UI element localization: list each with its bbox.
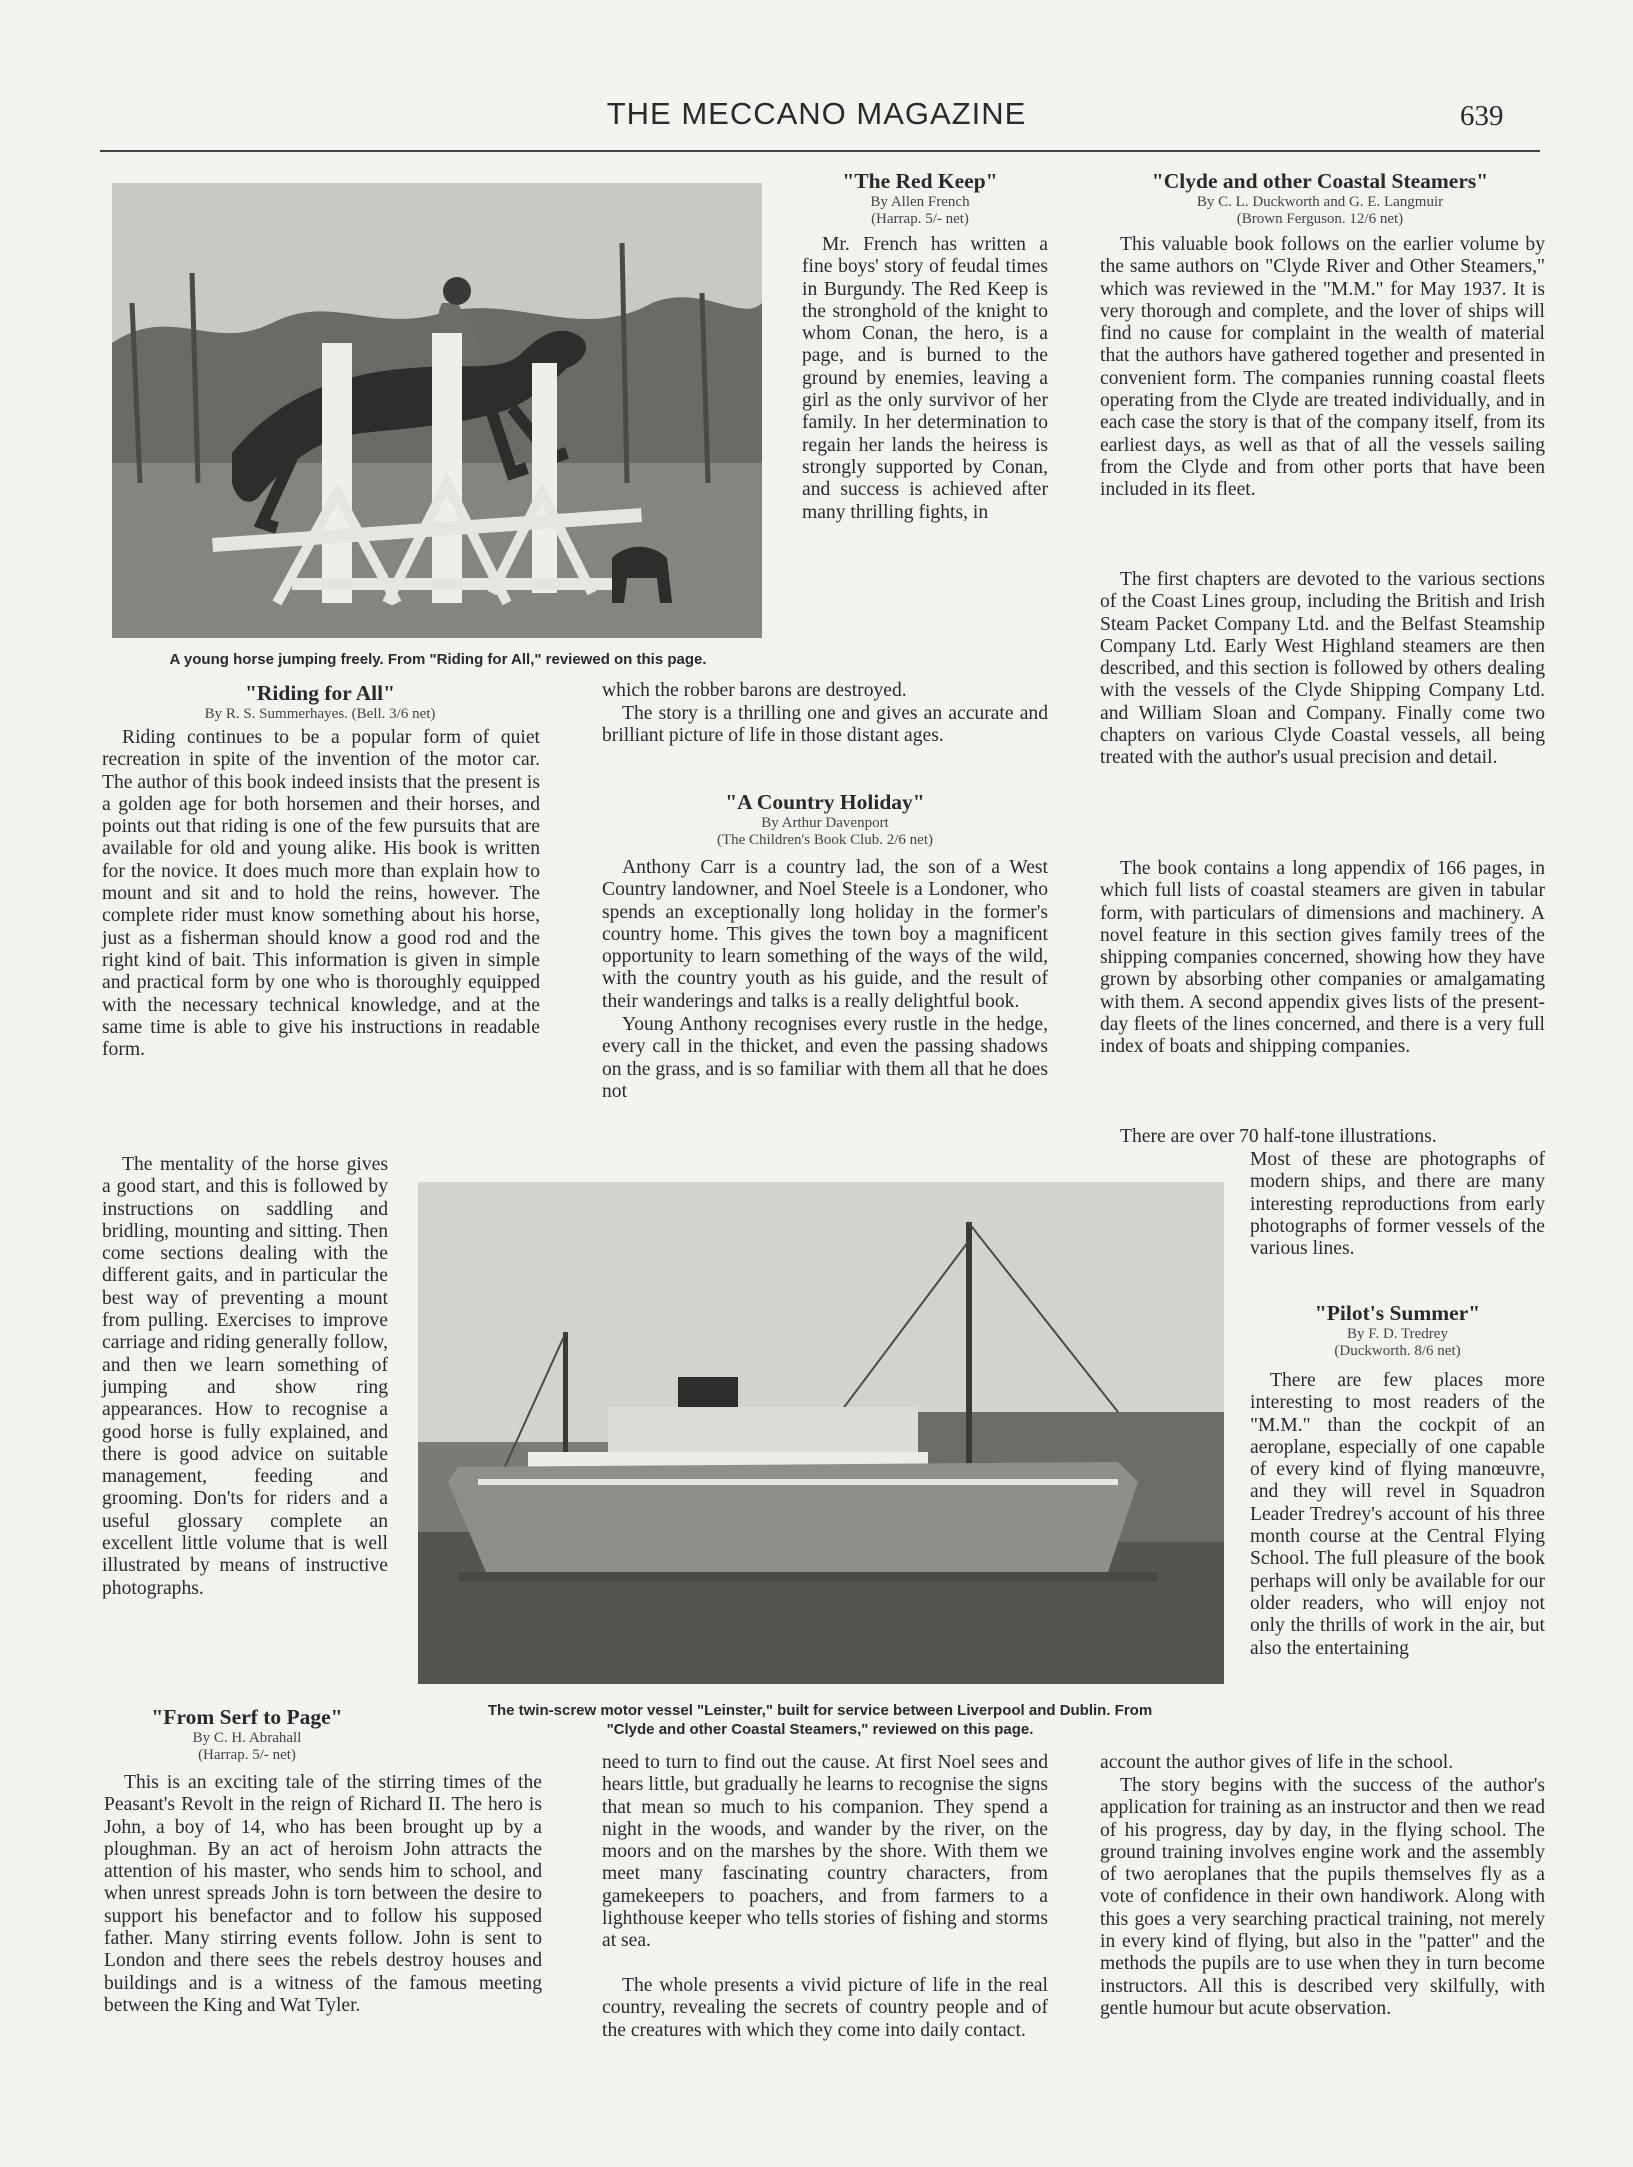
country-title: "A Country Holiday" [725,790,925,814]
country-paragraph-3 [602,1752,1048,1953]
clyde-paragraph-2 [1100,569,1545,770]
horse-photo [112,183,762,638]
clyde-byline-publisher: (Brown Ferguson. 12/6 net) [1236,211,1404,227]
clyde-p2-text: The first chapters are devoted to the various sections of the Coast Lines group, including the British and Irish Steam Packet Company Ltd. and the Belfast Steamship Company Ltd. Early West Highland steamers are then described, and this section is followed by others dealing with the vessels of the Clyde Shipping Company Ltd. and William Sloan and Company. Finally come two chapters on various Clyde Coastal vessels, all being treated with the author's usual precision and detail. [1100,569,1545,769]
pilot-p1-end-text: account the author gives of life in the school. [1100,1752,1454,1773]
country-p3-text: need to turn to find out the cause. At first Noel sees and hears little, but gradually he learns to recognise the signs that mean so much to his companion. They spend a night in the woods, and wander by the river, on the moors and on the marshes by the shore. With them we meet many fascinating country characters, from gamekeepers to poachers, and from farmers to a lighthouse keeper who tells stories of fishing and storms at sea. [602,1752,1048,1952]
pilot-byline-author: By F. D. Tredrey [1347,1326,1448,1342]
redkeep-byline-author: By Allen French [870,194,970,210]
serf-byline-author: By C. H. Abrahall [192,1730,302,1746]
redkeep-title: "The Red Keep" [842,169,998,193]
country-p2-text: Young Anthony recognises every rustle in the hedge, every call in the thicket, and even the passing shadows on the grass, and is so familiar with them all that he does not [602,1014,1048,1102]
pilot-paragraph-2 [1100,1775,1545,2020]
country-p4-text: The whole presents a vivid picture of life in the real country, revealing the secrets of country people and of the creatures with which they come into daily contact. [602,1975,1048,2041]
clyde-p3-text: The book contains a long appendix of 166 pages, in which full lists of coastal steamers are given in tabular form, with particulars of dimensions and machinery. A novel feature in this section gives family trees of the shipping companies concerned, showing how they have grown by absorbing other companies or amalgamating with them. A second appendix gives lists of the present-day fleets of the lines concerned, and there is a very full index of boats and shipping companies. [1100,858,1545,1058]
redkeep-byline-publisher: (Harrap. 5/- net) [871,211,969,227]
redkeep-p2-text: The story is a thrilling one and gives an accurate and brilliant picture of life in those distant ages. [602,703,1048,747]
redkeep-paragraph-1-end [602,680,1048,702]
pilot-p1-text: There are few places more interesting to most readers of the "M.M." than the cockpit of an aeroplane, especially of one capable of every kind of flying manœuvre, and they will revel in Squadron Leader Tredrey's account of his three month course at the Central Flying School. The full pleasure of the book perhaps will only be available for our older readers, who will enjoy not only the thrills of work in the air, but also the entertaining [1250,1370,1545,1659]
clyde-p4a-text: There are over 70 half-tone illustrations. [1120,1126,1437,1147]
riding-p2-text: The mentality of the horse gives a good start, and this is followed by instructions on saddling and bridling, mounting and sitting. Then come sections dealing with the different gaits, and in particular the best way of preventing a mount from pulling. Exercises to improve carriage and riding generally follow, and then we learn something of jumping and show ring appearances. How to recognise a good horse is fully explained, and there is good advice on suitable management, feeding and grooming. Don'ts for riders and a useful glossary complete an excellent little volume that is well illustrated by means of instructive photographs. [102,1154,388,1599]
serf-p1-text: This is an exciting tale of the stirring times of the Peasant's Revolt in the reign of Richard II. The hero is John, a boy of 14, who has been brought up by a ploughman. By an act of heroism John attracts the attention of his master, who sends him to school, and when unrest spreads John is torn between the desire to support his benefactor and to follow his supposed father. Many stirring events follow. John is sent to London and there sees the rebels destroy houses and buildings and is a witness of the famous meeting between the King and Wat Tyler. [104,1772,542,2016]
serf-title: "From Serf to Page" [151,1705,343,1729]
redkeep-paragraph-2 [602,703,1048,748]
page-number: 639 [1460,100,1504,132]
ship-photo [418,1182,1224,1684]
riding-p1-text: Riding continues to be a popular form of quiet recreation in spite of the invention of the motor car. The author of this book indeed insists that the present is a golden age for both horsemen and their horses, and points out that riding is one of the few pursuits that are available for old and young alike. His book is written for the novice. It does much more than explain how to mount and sit and to hold the reins, however. The complete rider must know something about his horse, just as a fisherman should know a good rod and the right kind of bait. This information is given in simple and practical form by one who is thoroughly equipped with the necessary technical knowledge, and at the same time is able to give his instructions in readable form. [102,727,540,1061]
clyde-p1-text: This valuable book follows on the earlier volume by the same authors on "Clyde River and Other Steamers," which was reviewed in the "M.M." for May 1937. It is very thorough and complete, and the lover of ships will find no cause for complaint in the wealth of material that the authors have gathered together and presented in convenient form. The companies running coastal fleets operating from the Clyde are treated individually, and in each case the story is that of the company itself, from its earliest days, as well as that of all the vessels sailing from the Clyde and from other ports that have been included in its fleet. [1100,234,1545,501]
horse-photo-caption: A young horse jumping freely. From "Riding for All," reviewed on this page. [169,651,707,668]
ship-photo-caption-line-2: "Clyde and other Coastal Steamers," reviewed on this page. [606,1721,1034,1738]
redkeep-p1-end-text: which the robber barons are destroyed. [602,680,907,701]
country-paragraph-1 [602,857,1048,1013]
riding-title: "Riding for All" [244,681,396,705]
clyde-title: "Clyde and other Coastal Steamers" [1151,169,1489,193]
pilot-p2-text: The story begins with the success of the author's application for training as an instructor and then we read of his progress, day by day, in the flying school. The ground training involves engine work and the assembly of two aeroplanes that the pupils themselves fly as a vote of confidence in their own handiwork. Along with this goes a very searching practical training, not merely in every kind of flying, but also in the "patter" and the methods the pupils are to use when they in turn become instructors. All this is described very skilfully, with gentle humour but acute observation. [1100,1775,1545,2019]
pilot-paragraph-1-end [1100,1752,1545,1774]
pilot-byline-publisher: (Duckworth. 8/6 net) [1334,1343,1461,1359]
country-byline-publisher: (The Children's Book Club. 2/6 net) [716,832,933,848]
redkeep-p1-text: Mr. French has written a fine boys' story of feudal times in Burgundy. The Red Keep is the stronghold of the knight to whom Conan, the hero, is a page, and is burned to the ground by enemies, leaving a girl as the only survivor of her family. In her determination to regain her lands the heiress is strongly supported by Conan, and success is achieved after many thrilling fights, in [802,234,1048,523]
serf-paragraph [104,1772,542,2017]
serf-byline-publisher: (Harrap. 5/- net) [198,1747,296,1763]
clyde-paragraph-4-continued [1250,1149,1545,1260]
pilot-paragraph-1 [1250,1370,1545,1660]
clyde-p4b-text: Most of these are photographs of modern ships, and there are many interesting reproductions from early photographs of former vessels of the various lines. [1250,1149,1545,1260]
riding-byline: By R. S. Summerhayes. (Bell. 3/6 net) [204,706,436,722]
clyde-paragraph-1 [1100,234,1545,502]
pilot-title: "Pilot's Summer" [1314,1301,1481,1325]
clyde-paragraph-4-start [1100,1126,1545,1148]
country-paragraph-4 [602,1975,1048,2042]
magazine-title: THE MECCANO MAGAZINE [606,96,1027,131]
riding-paragraph-2 [102,1154,388,1600]
clyde-byline-authors: By C. L. Duckworth and G. E. Langmuir [1196,194,1444,210]
redkeep-paragraph-1 [802,234,1048,524]
country-byline-author: By Arthur Davenport [761,815,889,831]
country-p1-text: Anthony Carr is a country lad, the son of a West Country landowner, and Noel Steele is a Londoner, who spends an exceptionally long holiday in the former's country home. This gives the town boy a magnificent opportunity to learn something of the ways of the wild, with the country youth as his guide, and the result of their wanderings and talks is a really delightful book. [602,857,1048,1012]
country-paragraph-2 [602,1014,1048,1103]
ship-photo-caption-line-1: The twin-screw motor vessel "Leinster," built for service between Liverpool and Dublin. From [487,1702,1153,1719]
clyde-paragraph-3 [1100,858,1545,1059]
riding-paragraph-1 [102,727,540,1061]
header-rule [100,150,1540,152]
